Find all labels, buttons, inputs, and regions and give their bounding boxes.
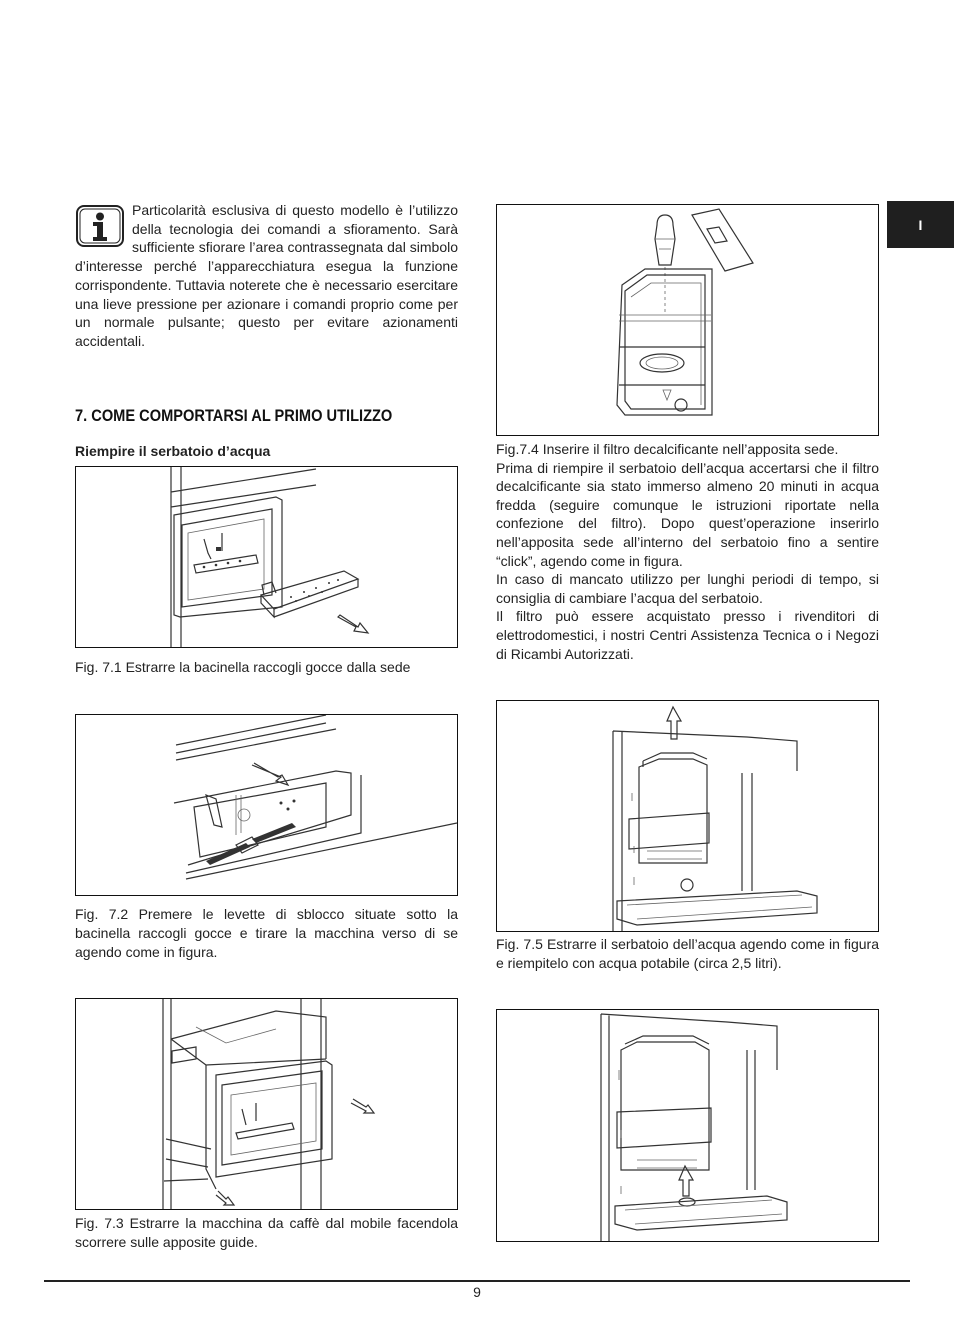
footer-rule <box>44 1280 910 1282</box>
intro-paragraph <box>75 201 458 351</box>
right-paragraph-2: In caso di mancato utilizzo per lunghi periodi di tempo, si consiglia di cambiare l’acqua del serbatoio. <box>496 571 879 606</box>
right-paragraph-3: Il filtro può essere acquistato presso i rivenditori di elettrodomestici, i nostri Centri Assistenza Tecnica o i Negozi di Ricambi Autorizzati. <box>496 608 879 662</box>
right-column-text <box>496 440 879 663</box>
page-number: 9 <box>473 1284 481 1300</box>
figure-7-6 <box>496 1009 879 1242</box>
figure-7-4-caption: Fig.7.4 Inserire il filtro decalcificante nell’apposita sede. <box>496 441 839 457</box>
figure-7-2 <box>75 714 458 896</box>
figure-7-2-caption: Fig. 7.2 Premere le levette di sblocco situate sotto la bacinella raccogli gocce e tirare la macchina verso di se agendo come in figura. <box>75 906 458 960</box>
figure-7-4 <box>496 204 879 436</box>
figure-7-1 <box>75 466 458 648</box>
subsection-title: Riempire il serbatoio d’acqua <box>75 443 271 459</box>
language-tab <box>887 201 954 248</box>
figure-7-3-caption: Fig. 7.3 Estrarre la macchina da caffè dal mobile facendola scorrere sulle apposite guide. <box>75 1215 458 1250</box>
figure-7-1-caption: Fig. 7.1 Estrarre la bacinella raccogli gocce dalla sede <box>75 659 411 675</box>
intro-text: Particolarità esclusiva di questo modello è l’utilizzo della tecnologia dei comandi a sfioramento. Sarà sufficiente sfiorare l’area contrassegnata dal simbolo d’interesse perché l’apparecchiatura esegua la funzione corrispondente. Tuttavia noterete che è necessario esercitare una lieve pressione per azionare i comandi proprio come per un normale pulsante; questo per evitare azionamenti accidentali. <box>75 202 458 349</box>
figure-7-3 <box>75 998 458 1210</box>
language-tab-label: I <box>918 216 923 233</box>
right-paragraph-1: Prima di riempire il serbatoio dell’acqua accertarsi che il filtro decalcificante sia stato immerso almeno 20 minuti in acqua fredda (seguire comunque le istruzioni riportate nella confezione del filtro). Dopo quest’operazione inserirlo nell’apposita sede all’interno del serbatoio fino a sentire “click”, agendo come in figura. <box>496 459 879 569</box>
section-title: 7. COME COMPORTARSI AL PRIMO UTILIZZO <box>75 406 393 425</box>
figure-7-5-caption: Fig. 7.5 Estrarre il serbatoio dell’acqua agendo come in figura e riempitelo con acqua potabile (circa 2,5 litri). <box>496 936 879 971</box>
figure-7-5 <box>496 700 879 932</box>
